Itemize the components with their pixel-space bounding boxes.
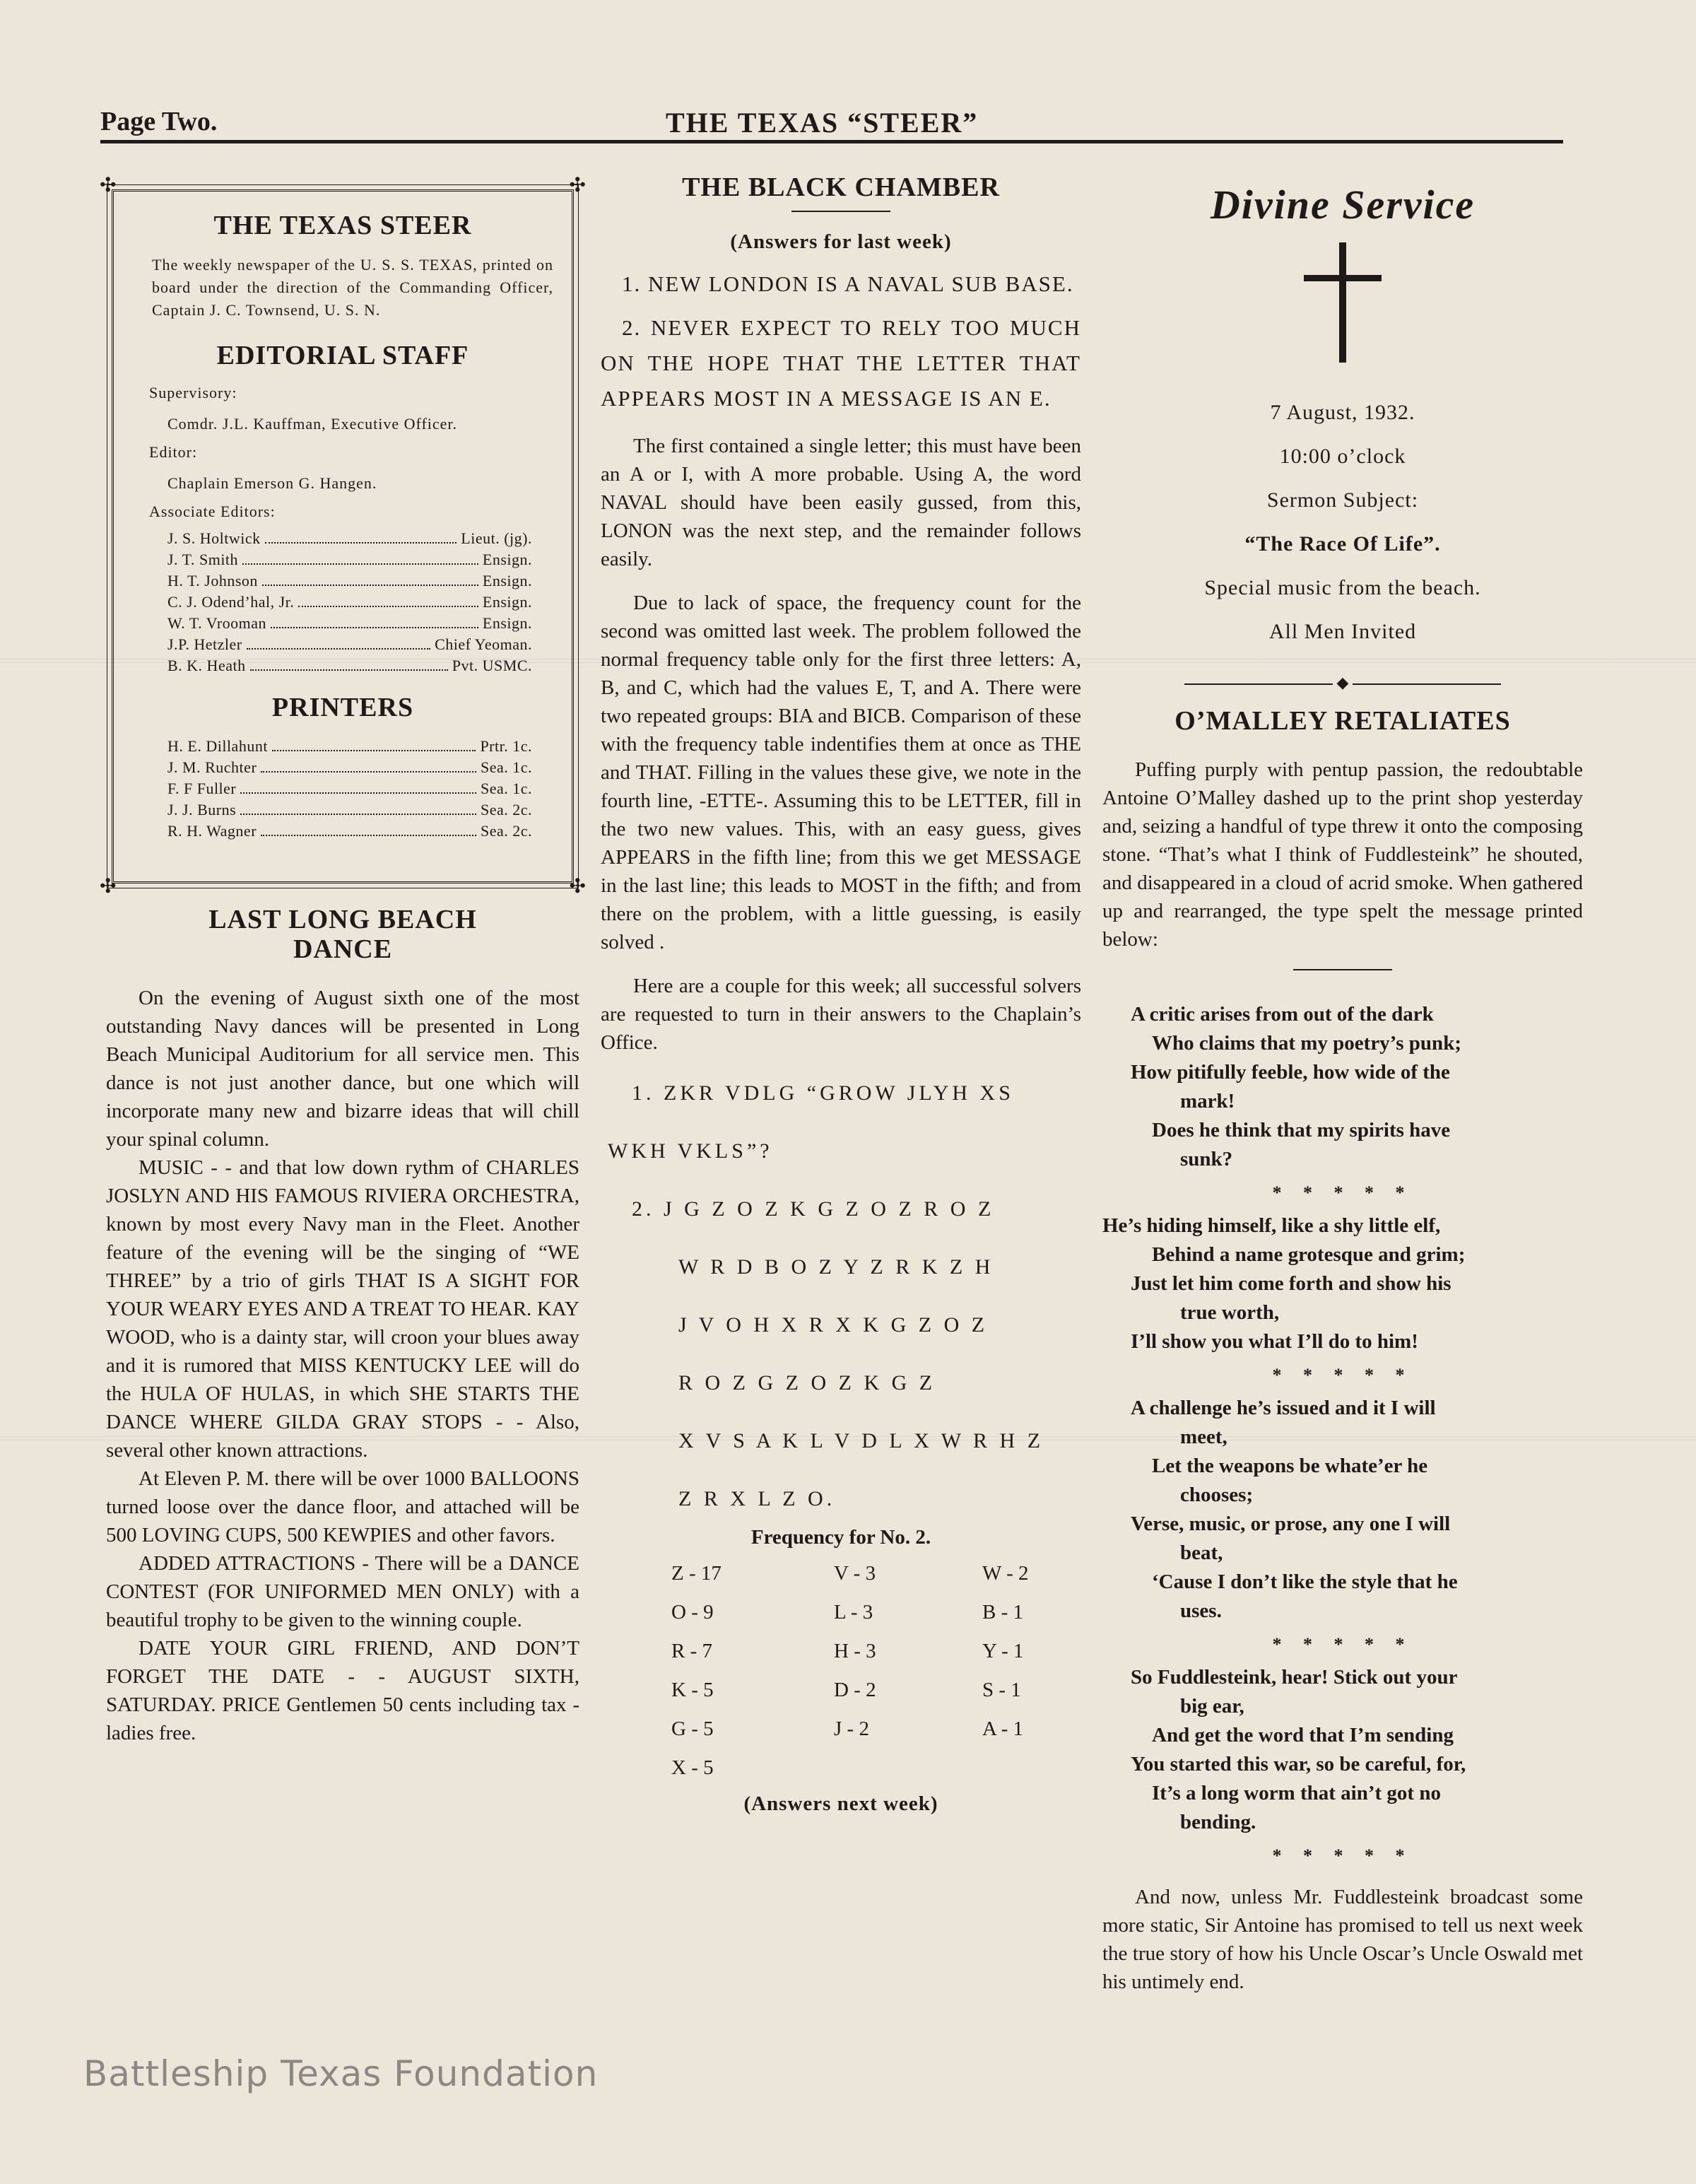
frequency-cell: O - 9	[671, 1601, 714, 1624]
poem-line: A critic arises from out of the dark	[1131, 1003, 1434, 1026]
service-invite: All Men Invited	[1268, 620, 1417, 643]
frequency-cell: J - 2	[834, 1718, 869, 1740]
printer-row: H. E. Dillahunt Prtr. 1c.	[167, 737, 532, 755]
frequency-cell: Z - 17	[671, 1562, 722, 1585]
frequency-cell: W - 2	[982, 1562, 1029, 1585]
ornamental-divider: ◆	[1102, 674, 1583, 692]
corner-ornament: ✣	[569, 175, 586, 196]
omalley-intro: Puffing purply with pentup passion, the redoubtable Antoine O’Malley dashed up to the print shop yesterday and, seizing a handful of type threw it onto the composing stone. “That’s what I think of Fuddlesteink” he shouted, and disappeared in a cloud of acrid smoke. When gathered up and rearranged, the type spelt the message printed below:	[1102, 758, 1583, 951]
corner-ornament: ✣	[569, 876, 586, 898]
poem-line: sunk?	[1180, 1148, 1233, 1170]
dance-paragraph: DATE YOUR GIRL FRIEND, AND DON’T FORGET THE DATE - - AUGUST SIXTH, SATURDAY. PRICE Gentlemen 50 cents including tax - ladies free.	[106, 1637, 579, 1744]
supervisory-label: Supervisory:	[149, 384, 237, 401]
chamber-paragraph: Due to lack of space, the frequency count for the second was omitted last week. The problem followed the normal frequency table only for the first three letters: A, B, and C, which had the values E, T, and A. There were two repeated groups: BIA and BICB. Comparison of these with the frequency table indentifies them at once as THE and THAT. Filling in the values these give, we note in the fourth line, -ETTE-. Assuming this to be LETTER, fill in the two new values. This, with an easy guess, gives APPEARS in the fifth line; from this we get MESSAGE in the last line; this leads to MOST in the fifth; and from there on the problem, with a little guessing, is easily solved .	[601, 592, 1081, 953]
poem-line: Verse, music, or prose, any one I will	[1131, 1513, 1451, 1535]
masthead-title: THE TEXAS STEER	[213, 211, 472, 240]
poem-line: meet,	[1180, 1426, 1227, 1448]
poem-line: beat,	[1180, 1542, 1223, 1564]
poem-line: uses.	[1180, 1599, 1222, 1622]
poem-line: ‘Cause I don’t like the style that he	[1152, 1571, 1458, 1593]
paper-title: THE TEXAS “STEER”	[666, 107, 979, 139]
chamber-paragraph: The first contained a single letter; this must have been an A or I, with A more probable. Using A, the word NAVAL should have been easily gussed, from this, LONON was the next step, and the remainder follows easily.	[601, 435, 1081, 570]
dance-paragraph: On the evening of August sixth one of the most outstanding Navy dances will be presented in Long Beach Municipal Auditorium for all service men. This dance is not just another dance, but one which will incorporate many new and bizarre ideas that will chill your spinal column.	[106, 987, 579, 1151]
staff-row: W. T. Vrooman Ensign.	[167, 614, 532, 632]
omalley-headline: O’MALLEY RETALIATES	[1174, 706, 1511, 736]
cipher-2-line: 2. J G Z O Z K G Z O Z R O Z	[632, 1197, 995, 1221]
answer-line: 2. NEVER EXPECT TO RELY TOO MUCH ON THE HOPE THAT THE LETTER THAT APPEARS MOST IN A MESSAGE IS AN E.	[601, 315, 1081, 411]
header-rule	[100, 140, 1563, 143]
service-music: Special music from the beach.	[1204, 576, 1481, 599]
stars-divider: * * * * *	[1272, 1182, 1413, 1203]
frequency-cell: L - 3	[834, 1601, 873, 1624]
corner-ornament: ✣	[100, 876, 117, 898]
frequency-cell: R - 7	[671, 1640, 712, 1662]
printer-row: F. F Fuller Sea. 1c.	[167, 780, 532, 797]
cipher-2-line: X V S A K L V D L X W R H Z	[678, 1429, 1044, 1452]
cipher-1-line: WKH VKLS”?	[608, 1139, 773, 1163]
frequency-cell: Y - 1	[982, 1640, 1024, 1662]
omalley-outro: And now, unless Mr. Fuddlesteink broadcast some more static, Sir Antoine has promised to tell us next week the true story of how his Uncle Oscar’s Uncle Oswald met his untimely end.	[1102, 1886, 1583, 1993]
frequency-cell: B - 1	[982, 1601, 1023, 1624]
staff-row: C. J. Odend’hal, Jr. Ensign.	[167, 593, 532, 611]
stars-divider: * * * * *	[1272, 1845, 1413, 1866]
column-right	[1102, 170, 1583, 1996]
frequency-table	[671, 1562, 1081, 1780]
poem-line: true worth,	[1180, 1301, 1280, 1324]
watermark: Battleship Texas Foundation	[83, 2053, 599, 2094]
poem-line: A challenge he’s issued and it I will	[1131, 1397, 1436, 1419]
poem-line: So Fuddlesteink, hear! Stick out your	[1131, 1666, 1458, 1689]
printer-row: J. M. Ruchter Sea. 1c.	[167, 758, 532, 776]
associate-label: Associate Editors:	[149, 503, 276, 520]
staff-row: H. T. Johnson Ensign.	[167, 572, 532, 589]
poem-line: Behind a name grotesque and grim;	[1152, 1243, 1466, 1266]
poem-line: bending.	[1180, 1811, 1256, 1833]
poem-line: chooses;	[1180, 1484, 1254, 1506]
frequency-cell	[834, 1756, 982, 1780]
answers-next-week: (Answers next week)	[743, 1792, 938, 1815]
service-time: 10:00 o’clock	[1279, 445, 1406, 468]
service-date: 7 August, 1932.	[1270, 401, 1415, 424]
frequency-cell: D - 2	[834, 1679, 876, 1701]
black-chamber-headline: THE BLACK CHAMBER	[682, 172, 1000, 202]
sermon-label: Sermon Subject:	[1266, 488, 1419, 512]
poem	[1102, 1000, 1583, 1870]
poem-line: Just let him come forth and show his	[1131, 1272, 1451, 1295]
sermon-subject: “The Race Of Life”.	[1244, 532, 1441, 556]
divine-service-headline: Divine Service	[1210, 182, 1476, 228]
frequency-cell: V - 3	[834, 1562, 876, 1585]
printer-row: J. J. Burns Sea. 2c.	[167, 801, 532, 818]
cipher-2-line: R O Z G Z O Z K G Z	[678, 1371, 936, 1395]
frequency-cell: H - 3	[834, 1640, 876, 1662]
poem-line: big ear,	[1180, 1695, 1244, 1718]
stars-divider: * * * * *	[1272, 1365, 1413, 1385]
masthead-description: The weekly newspaper of the U. S. S. TEXAS, printed on board under the direction of the Commanding Officer, Captain J. C. Townsend, U. S. N.	[152, 256, 553, 319]
frequency-cell: A - 1	[982, 1718, 1023, 1740]
poem-line: It’s a long worm that ain’t got no	[1152, 1782, 1441, 1804]
poem-line: Who claims that my poetry’s punk;	[1152, 1032, 1461, 1055]
cipher-2-line: W R D B O Z Y Z R K Z H	[678, 1255, 994, 1279]
section-rule	[1293, 969, 1392, 970]
masthead-box	[100, 175, 586, 898]
chamber-paragraph: Here are a couple for this week; all successful solvers are requested to turn in their answers to the Chaplain’s Office.	[601, 975, 1081, 1054]
frequency-cell: K - 5	[671, 1679, 714, 1701]
poem-line: I’ll show you what I’ll do to him!	[1131, 1330, 1418, 1353]
poem-line: And get the word that I’m sending	[1152, 1724, 1454, 1746]
staff-heading: EDITORIAL STAFF	[216, 341, 469, 370]
cipher-2-line: Z R X L Z O.	[678, 1487, 836, 1510]
frequency-cell	[982, 1756, 1109, 1780]
answer-line: 1. NEW LONDON IS A NAVAL SUB BASE.	[622, 271, 1074, 296]
cipher-1-line: 1. ZKR VDLG “GROW JLYH XS	[632, 1081, 1014, 1105]
dance-paragraph: MUSIC - - and that low down rythm of CHARLES JOSLYN AND HIS FAMOUS RIVIERA ORCHESTRA, known by most every Navy man in the Fleet. Another feature of the evening will be the singing of “WE THREE” by a trio of girls THAT IS A SIGHT FOR YOUR WEARY EYES AND A TREAT TO HEAR. KAY WOOD, who is a dainty star, will croon your blues away and it is rumored that MISS KENTUCKY LEE will do the HULA OF HULAS, in which SHE STARTS THE DANCE WHERE GILDA GRAY STOPS - - Also, several other known attractions.	[106, 1156, 579, 1462]
frequency-cell: G - 5	[671, 1718, 714, 1740]
cipher-2-line: J V O H X R X K G Z O Z	[678, 1313, 989, 1337]
frequency-title: Frequency for No. 2.	[750, 1526, 931, 1549]
corner-ornament: ✣	[100, 175, 117, 196]
frequency-cell: S - 1	[982, 1679, 1021, 1701]
column-middle	[601, 170, 1081, 1828]
poem-line: Does he think that my spirits have	[1152, 1119, 1451, 1141]
staff-row: B. K. Heath Pvt. USMC.	[167, 657, 532, 674]
printer-row: R. H. Wagner Sea. 2c.	[167, 822, 532, 840]
printers-heading: PRINTERS	[271, 693, 414, 722]
frequency-cell: X - 5	[671, 1756, 714, 1779]
editor-name: Chaplain Emerson G. Hangen.	[167, 474, 377, 492]
staff-row: J.P. Hetzler Chief Yeoman.	[167, 635, 532, 653]
stars-divider: * * * * *	[1272, 1634, 1413, 1655]
staff-row: J. T. Smith Ensign.	[167, 551, 532, 568]
poem-line: You started this war, so be careful, for,	[1131, 1753, 1466, 1775]
poem-line: He’s hiding himself, like a shy little elf,	[1102, 1214, 1441, 1237]
dance-paragraph: At Eleven P. M. there will be over 1000 BALLOONS turned loose over the dance floor, and attached will be 500 LOVING CUPS, 500 KEWPIES and other favors.	[106, 1467, 579, 1546]
supervisory-name: Comdr. J.L. Kauffman, Executive Officer.	[167, 415, 458, 433]
poem-line: mark!	[1180, 1090, 1235, 1112]
page-label: Page Two.	[100, 107, 218, 136]
headline-rule	[791, 211, 890, 212]
dance-paragraph: ADDED ATTRACTIONS - There will be a DANCE CONTEST (FOR UNIFORMED MEN ONLY) with a beautiful trophy to be given to the winning couple.	[106, 1552, 579, 1631]
poem-line: Let the weapons be whate’er he	[1152, 1455, 1428, 1477]
column-left	[100, 170, 586, 1747]
cross-icon	[1304, 242, 1382, 363]
editor-label: Editor:	[149, 443, 198, 461]
black-chamber-subhead: (Answers for last week)	[730, 230, 952, 253]
dance-headline: LAST LONG BEACH DANCE	[208, 905, 477, 964]
poem-line: How pitifully feeble, how wide of the	[1131, 1061, 1450, 1084]
staff-row: J. S. Holtwick Lieut. (jg).	[167, 529, 532, 547]
